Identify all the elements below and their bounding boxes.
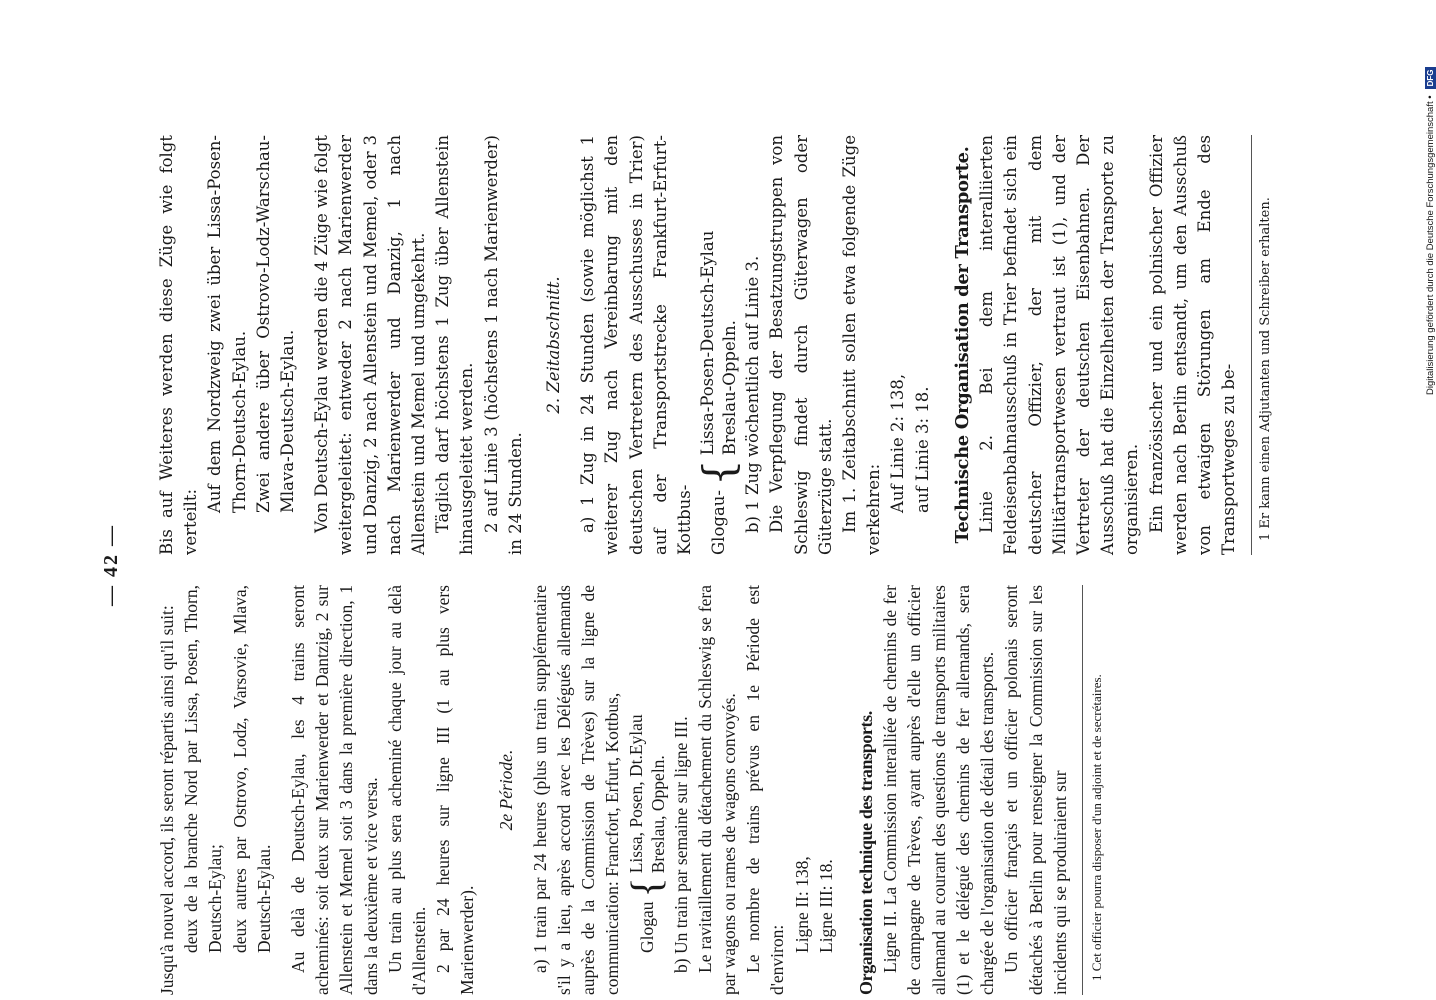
paragraph: Ein französischer und ein polnischer Offizier werden nach Berlin entsandt, um den Ausschuß von etwaigen Störungen am Ende des Transportweges zu be- xyxy=(1146,135,1239,555)
paragraph: a) 1 train par 24 heures (plus un train supplémentaire s'il y a lieu, après accord avec les Délégués allemands auprès de la Commission de Trèves) sur la ligne de communication: Francfort, Erfurt, Kottbus, xyxy=(529,585,623,995)
paragraph: b) Un train par semaine sur ligne III. xyxy=(670,716,691,973)
brace-group xyxy=(694,135,744,555)
brace-line: Breslau-Oppeln. xyxy=(720,320,740,456)
rotated-page xyxy=(100,135,1400,995)
brace-group xyxy=(625,585,669,995)
brace-lines xyxy=(697,231,741,456)
paragraph: Le ravitaillement du détachement du Schleswig se fera par wagons ou rames de wagons convoyés. xyxy=(694,585,740,995)
paragraph: Von Deutsch-Eylau werden die 4 Züge wie folgt weitergeleitet: entweder 2 nach Marienwerder und Danzig, 2 nach Allenstein und Memel, oder 3 nach Marienwerder und Danzig, 1 nach Allenstein und Memel und umgekehrt. xyxy=(312,135,429,555)
list-item: Auf Linie 2: 138, xyxy=(888,373,908,513)
dfg-watermark xyxy=(1425,67,1436,395)
brace-line: Lissa, Posen, Dt.Eylau xyxy=(625,714,646,874)
section-title: 2. Zeitabschnitt. xyxy=(544,276,564,414)
paragraph: Le nombre de trains prévus en 1e Période est d'environ: xyxy=(743,585,788,995)
brace-line: Breslau, Oppeln. xyxy=(647,755,668,874)
page-number: — 42 — xyxy=(100,524,122,606)
section-heading: Organisation technique des transports. xyxy=(856,711,877,995)
paragraph: Auf dem Nordzweig zwei über Lissa-Posen-Thorn-Deutsch-Eylau. xyxy=(205,135,249,513)
paragraph: deux de la branche Nord par Lissa, Posen, Thorn, Deutsch-Eylau; xyxy=(181,585,226,953)
paragraph: Un officier français et un officier polonais seront détachés à Berlin pour renseigner la Commission sur les incidents qui se produiraient sur xyxy=(1001,585,1070,995)
paragraph: Ligne II. La Commission interalliée de chemins de fer de campagne de Trèves, ayant auprès d'elle un officier allemand au courant des questions de transports militaires (1) et le délégué des chemins de fer allemands, sera chargée de l'organisation de détail des transports. xyxy=(880,585,998,995)
brace-lines xyxy=(625,714,669,873)
paragraph: Linie 2. Bei dem interalliierten Feldeisenbahnausschuß in Trier befindet sich ein deutscher Offizier, der mit dem Militärtransportwesen vertraut ist (1), und der Vertreter der deutschen Eisenbahnen. Der Ausschuß hat die Einzelheiten der Transporte zu organisieren. xyxy=(977,135,1142,555)
paragraph: Täglich darf höchstens 1 Zug über Allenstein hinausgeleitet werden. xyxy=(433,135,477,555)
paragraph: Die Verpflegung der Besatzungstruppen von Schleswig findet durch Güterwagen oder Güterzüge statt. xyxy=(767,135,835,555)
brace-icon: { xyxy=(623,877,670,898)
section-title: 2e Période. xyxy=(495,749,516,831)
watermark-text: Digitalisierung gefördert durch die Deutsche Forschungsgemeinschaft • xyxy=(1425,95,1436,395)
brace-label: Glogau xyxy=(636,901,657,953)
list-item: Ligne III: 18. xyxy=(815,859,836,953)
paragraph: Au delà de Deutsch-Eylau, les 4 trains seront acheminés: soit deux sur Marienwerder et Dantzig, 2 sur Allenstein et Memel soit 3 dans la première direction, 1 dans la deuxième et vice versa. xyxy=(288,585,381,995)
list-item: Ligne II: 138, xyxy=(791,856,812,953)
german-column xyxy=(155,135,1274,555)
paragraph: Zwei andere über Ostrovo-Lodz-Warschau-Mlava-Deutsch-Eylau. xyxy=(253,135,298,513)
paragraph: Jusqu'à nouvel accord, ils seront répartis ainsi qu'il suit: xyxy=(157,605,177,995)
paragraph: Un train au plus sera acheminé chaque jour au delà d'Allenstein. xyxy=(384,585,430,995)
paragraph: b) 1 Zug wöchentlich auf Linie 3. xyxy=(743,255,763,533)
list-item: auf Linie 3: 18. xyxy=(912,386,932,513)
french-column xyxy=(155,585,1105,995)
brace-icon: { xyxy=(694,459,744,486)
paragraph: Bis auf Weiteres werden diese Züge wie folgt verteilt: xyxy=(157,135,201,555)
footnote: 1 Er kann einen Adjutanten und Schreiber erhalten. xyxy=(1251,135,1274,555)
paragraph: 2 par 24 heures sur ligne III (1 au plus vers Marienwerder). xyxy=(433,585,478,995)
dfg-logo-icon: DFG xyxy=(1425,67,1436,90)
paragraph: 2 auf Linie 3 (höchstens 1 nach Marienwerder) in 24 Stunden. xyxy=(481,135,525,555)
brace-label: Glogau- xyxy=(709,490,729,555)
brace-line: Lissa-Posen-Deutsch-Eylau xyxy=(698,230,718,456)
paragraph: a) 1 Zug in 24 Stunden (sowie möglichst 1 weiterer Zug nach Vereinbarung mit den deutschen Vertretern des Ausschusses in Trier) auf der Transportstrecke Frankfurt-Erfurt-Kottbus- xyxy=(578,135,695,555)
footnote: 1 Cet officier pourra disposer d'un adjoint et de secrétaires. xyxy=(1082,585,1105,995)
section-heading: Technische Organisation der Transporte. xyxy=(951,146,973,544)
paragraph: deux autres par Ostrovo, Lodz, Varsovie, Mlava, Deutsch-Eylau. xyxy=(229,585,274,953)
paragraph: Im 1. Zeitabschnitt sollen etwa folgende Züge verkehren: xyxy=(840,135,884,555)
